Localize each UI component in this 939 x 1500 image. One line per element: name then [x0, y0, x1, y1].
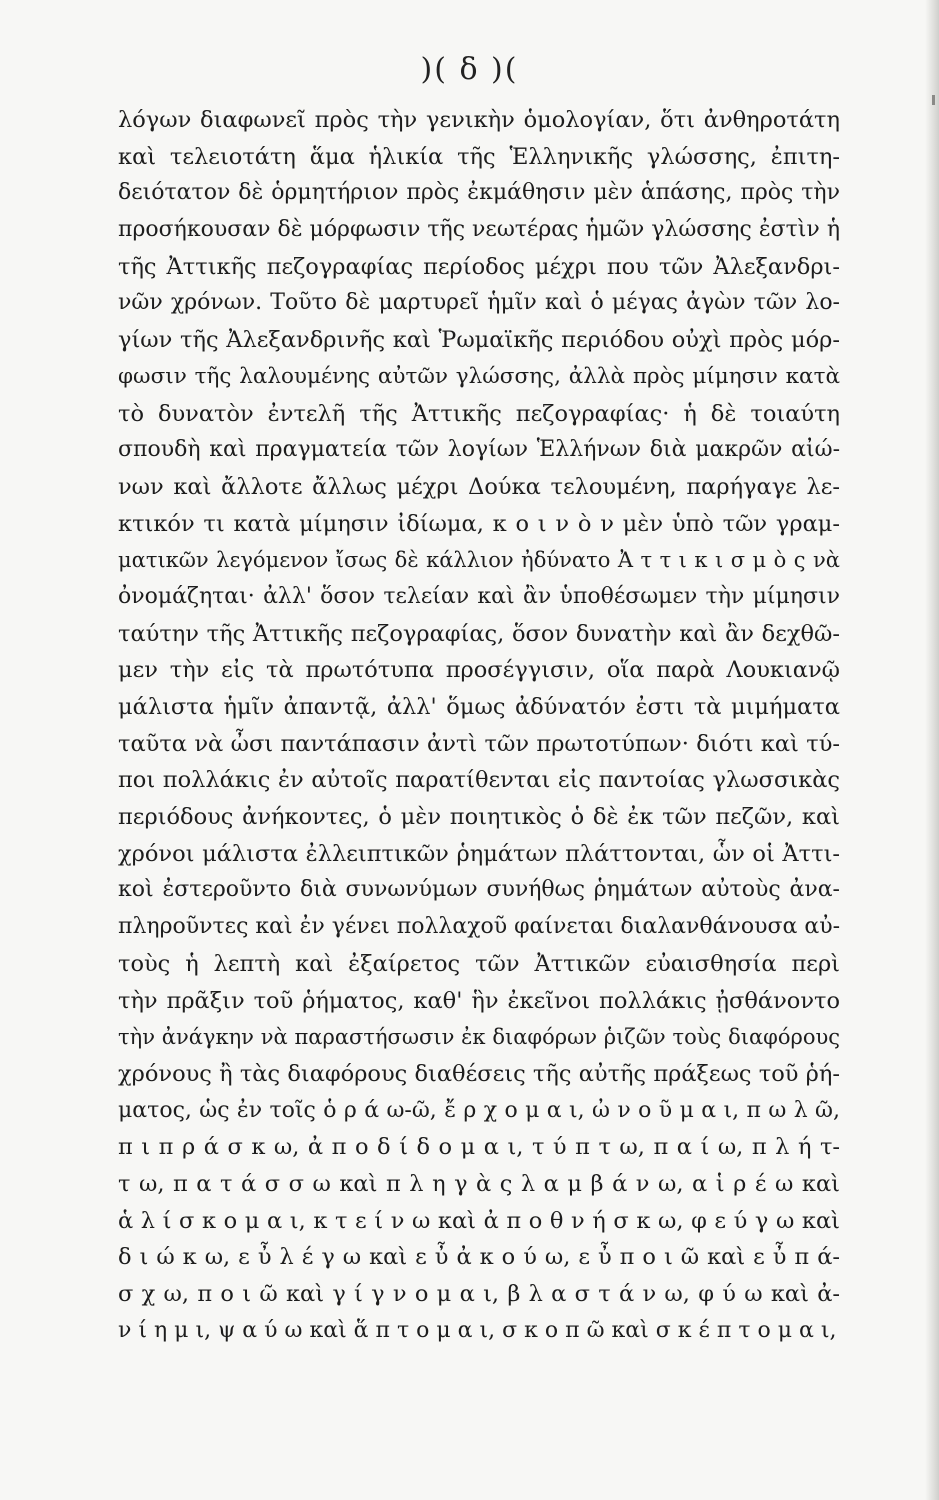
text-line: τὸ δυνατὸν ἐντελῆ τῆς Ἀττικῆς πεζογραφίας· ἡ δὲ τοιαύτη [118, 400, 840, 427]
text-line: δ ι ώ κ ω, ε ὖ λ έ γ ω καὶ ε ὖ ἀ κ ο ύ ω, ε ὖ π ο ι ῶ καὶ ε ὖ π ά- [118, 1244, 840, 1271]
text-line: κοὶ ἐστεροῦντο διὰ συνωνύμων συνήθως ῥημάτων αὐτοὺς ἀνα- [118, 877, 840, 903]
text-line: χρόνους ἢ τὰς διαφόρους διαθέσεις τῆς αὐτῆς πράξεως τοῦ ῥή- [118, 1060, 840, 1087]
text-line: ἁ λ ί σ κ ο μ α ι, κ τ ε ί ν ω καὶ ἀ π ο θ ν ή σ κ ω, φ ε ύ γ ω καὶ [118, 1207, 840, 1234]
text-line: δειότατον δὲ ὁρμητήριον πρὸς ἐκμάθησιν μὲν ἁπάσης, πρὸς τὴν [118, 180, 840, 206]
text-line: ὀνομάζηται· ἀλλ' ὅσον τελείαν καὶ ἂν ὑποθέσωμεν τὴν μίμησιν [118, 583, 840, 609]
page-header: )( δ )( [420, 52, 519, 87]
text-line: νῶν χρόνων. Τοῦτο δὲ μαρτυρεῖ ἡμῖν καὶ ὁ μέγας ἀγὼν τῶν λο- [118, 290, 840, 316]
text-line: μάλιστα ἡμῖν ἀπαντᾷ, ἀλλ' ὅμως ἀδύνατόν ἐστι τὰ μιμήματα [118, 694, 840, 720]
text-line: τὴν πρᾶξιν τοῦ ῥήματος, καθ' ἣν ἐκεῖνοι πολλάκις ᾐσθάνοντο [118, 987, 840, 1014]
text-line: τοὺς ἡ λεπτὴ καὶ ἐξαίρετος τῶν Ἀττικῶν εὐαισθησία περὶ [118, 950, 840, 977]
text-line: νων καὶ ἄλλοτε ἄλλως μέχρι Δούκα τελουμένη, παρήγαγε λε- [118, 473, 840, 500]
text-line: κτικόν τι κατὰ μίμησιν ἰδίωμα, κ ο ι ν ὸ ν μὲν ὑπὸ τῶν γραμ- [118, 510, 840, 537]
text-line: τ ω, π α τ ά σ σ ω καὶ π λ η γ ὰ ς λ α μ β ά ν ω, α ἱ ρ έ ω καὶ [118, 1170, 840, 1197]
text-line: περιόδους ἀνήκοντες, ὁ μὲν ποιητικὸς ὁ δὲ ἐκ τῶν πεζῶν, καὶ [118, 804, 840, 831]
page-edge-shadow [925, 0, 939, 1500]
text-line: τὴν ἀνάγκην νὰ παραστήσωσιν ἐκ διαφόρων ῥιζῶν τοὺς διαφόρους [118, 1025, 840, 1050]
text-line: ματος, ὡς ἐν τοῖς ὁ ρ ά ω-ῶ, ἔ ρ χ ο μ α ι, ὠ ν ο ῦ μ α ι, π ω λ ῶ, [118, 1097, 840, 1123]
text-line: ποι πολλάκις ἐν αὐτοῖς παρατίθενται εἰς παντοίας γλωσσικὰς [118, 767, 840, 794]
text-line: ν ί η μ ι, ψ α ύ ω καὶ ἅ π τ ο μ α ι, σ κ ο π ῶ καὶ σ κ έ π τ ο μ α ι, [118, 1317, 837, 1343]
text-line: χρόνοι μάλιστα ἐλλειπτικῶν ῥημάτων πλάττονται, ὧν οἱ Ἀττι- [118, 840, 840, 867]
text-line: προσήκουσαν δὲ μόρφωσιν τῆς νεωτέρας ἡμῶν γλώσσης ἐστὶν ἡ [118, 217, 840, 243]
text-line: ταύτην τῆς Ἀττικῆς πεζογραφίας, ὅσον δυνατὴν καὶ ἂν δεχθῶ- [118, 620, 840, 647]
text-line: μεν τὴν εἰς τὰ πρωτότυπα προσέγγισιν, οἵα παρὰ Λουκιανῷ [118, 657, 840, 684]
text-line: τῆς Ἀττικῆς πεζογραφίας περίοδος μέχρι που τῶν Ἀλεξανδρι- [118, 253, 840, 280]
text-line: πληροῦντες καὶ ἐν γένει πολλαχοῦ φαίνεται διαλανθάνουσα αὐ- [118, 914, 840, 940]
text-line: ταῦτα νὰ ὦσι παντάπασιν ἀντὶ τῶν πρωτοτύπων· διότι καὶ τύ- [118, 730, 840, 757]
text-line: ματικῶν λεγόμενον ἴσως δὲ κάλλιον ἠδύνατο Ἀ τ τ ι κ ι σ μ ὸ ς νὰ [118, 548, 840, 573]
page-edge-mark [932, 95, 935, 105]
text-line: φωσιν τῆς λαλουμένης αὐτῶν γλώσσης, ἀλλὰ πρὸς μίμησιν κατὰ [118, 363, 840, 389]
text-line: καὶ τελειοτάτη ἅμα ἡλικία τῆς Ἑλληνικῆς γλώσσης, ἐπιτη- [118, 143, 840, 170]
text-block [118, 102, 840, 1349]
text-line: γίων τῆς Ἀλεξανδρινῆς καὶ Ῥωμαϊκῆς περιόδου οὐχὶ πρὸς μόρ- [118, 327, 840, 354]
text-line: λόγων διαφωνεῖ πρὸς τὴν γενικὴν ὁμολογίαν, ὅτι ἀνθηροτάτη [118, 107, 840, 133]
text-line: σπουδὴ καὶ πραγματεία τῶν λογίων Ἑλλήνων διὰ μακρῶν αἰώ- [118, 437, 840, 463]
text-line: π ι π ρ ά σ κ ω, ἀ π ο δ ί δ ο μ α ι, τ ύ π τ ω, π α ί ω, π λ ή τ- [118, 1134, 840, 1161]
text-line: σ χ ω, π ο ι ῶ καὶ γ ί γ ν ο μ α ι, β λ α σ τ ά ν ω, φ ύ ω καὶ ἀ- [118, 1281, 840, 1307]
